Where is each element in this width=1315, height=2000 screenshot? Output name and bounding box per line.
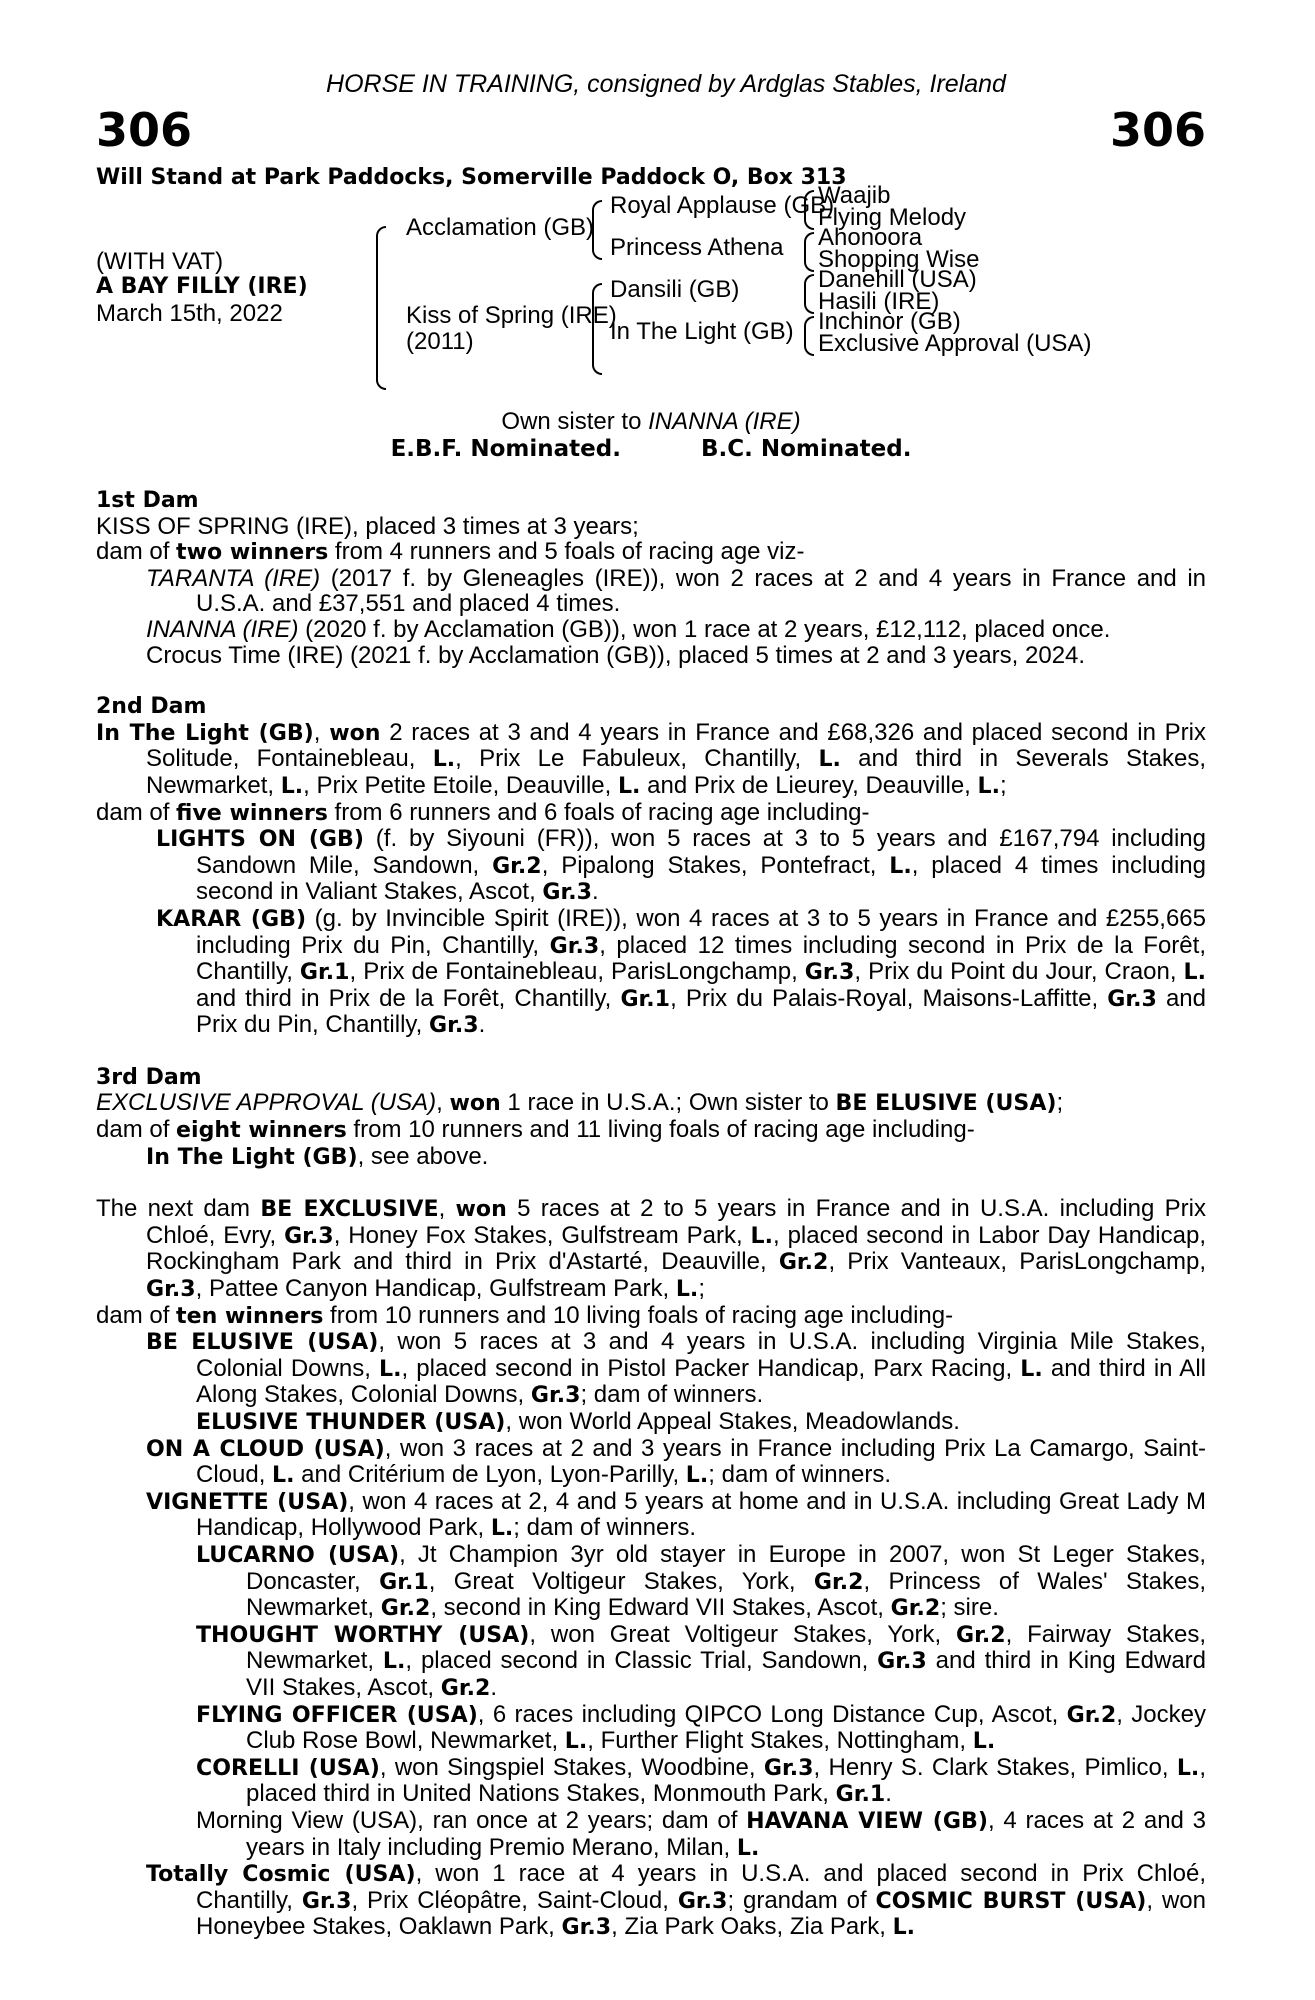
pedigree-brace-3c	[804, 274, 814, 314]
produce-elusive-thunder: ELUSIVE THUNDER (USA), won World Appeal Stakes, Meadowlands.	[196, 1408, 960, 1435]
produce-in-the-light: In The Light (GB), see above.	[146, 1142, 489, 1170]
sire-name: Acclamation (GB)	[406, 214, 595, 241]
sire-dam-dam: Shopping Wise	[818, 246, 980, 273]
first-dam-produce: dam of two winners from 4 runners and 5 foals of racing age viz-	[96, 538, 805, 566]
produce-crocus-time: Crocus Time (IRE) (2021 f. by Acclamation (GB)), placed 5 times at 2 and 3 years, 2024.	[146, 641, 1086, 669]
produce-lights-on: LIGHTS ON (GB) (f. by Siyouni (FR)), won 5 races at 3 to 5 years and £167,794 including Sandown Mile, Sandown, Gr.2, Pipalong Stakes, Pontefract, L., placed 4 times including second in Valiant Stakes, Ascot, Gr.3.	[156, 825, 1207, 906]
pedigree-brace-gen1	[376, 226, 386, 390]
produce-be-elusive: BE ELUSIVE (USA), won 5 races at 3 and 4 years in U.S.A. including Virginia Mile Stakes, Colonial Downs, L., placed second in Pistol Packer Handicap, Parx Racing, L. and third in All Along Stakes, Colonial Downs, Gr.3; dam of winners.	[146, 1328, 1206, 1409]
horse-name: A BAY FILLY (IRE)	[96, 274, 308, 299]
pedigree-brace-3d	[804, 316, 814, 356]
produce-morning-view: Morning View (USA), ran once at 2 years; dam of HAVANA VIEW (GB), 4 races at 2 and 3 years in Italy including Premio Merano, Milan, L.	[196, 1806, 1207, 1861]
produce-on-a-cloud: ON A CLOUD (USA), won 3 races at 2 and 3 years in France including Prix La Camargo, Saint-Cloud, L. and Critérium de Lyon, Lyon-Parilly, L.; dam of winners.	[146, 1434, 1206, 1489]
produce-taranta: TARANTA (IRE) (2017 f. by Gleneagles (IRE)), won 2 races at 2 and 4 years in France and in U.S.A. and £37,551 and placed 4 times.	[146, 564, 1207, 618]
ebf-nominated: E.B.F. Nominated.	[390, 436, 621, 462]
third-dam-section	[96, 1065, 1206, 1170]
own-sister-note	[96, 408, 1206, 436]
pedigree-brace-3b	[804, 232, 814, 272]
produce-lucarno: LUCARNO (USA), Jt Champion 3yr old stayer in Europe in 2007, won St Leger Stakes, Doncaster, Gr.1, Great Voltigeur Stakes, York, Gr.2, Princess of Wales' Stakes, Newmarket, Gr.2, second in King Edward VII Stakes, Ascot, Gr.2; sire.	[196, 1540, 1206, 1622]
third-dam-record: EXCLUSIVE APPROVAL (USA), won 1 race in U.S.A.; Own sister to BE ELUSIVE (USA);	[96, 1089, 1064, 1117]
produce-vignette: VIGNETTE (USA), won 4 races at 2, 4 and 5 years at home and in U.S.A. including Great Lady M Handicap, Hollywood Park, L.; dam of winners.	[146, 1487, 1206, 1542]
dam-sire-dam: Hasili (IRE)	[818, 288, 940, 315]
first-dam-heading: 1st Dam	[96, 488, 199, 513]
consignment-header: HORSE IN TRAINING, consigned by Ardglas Stables, Ireland	[326, 70, 1006, 98]
own-sister-prefix: Own sister to	[501, 408, 649, 435]
third-dam-heading: 3rd Dam	[96, 1064, 202, 1090]
pedigree-brace-sire	[592, 200, 602, 260]
pedigree-brace-3a	[804, 190, 814, 230]
next-dam-record: The next dam BE EXCLUSIVE, won 5 races at 2 to 5 years in France and in U.S.A. including Prix Chloé, Evry, Gr.3, Honey Fox Stakes, Gulfstream Park, L., placed second in Labor Day Handicap, Rockingham Park and third in Prix d'Astarté, Deauville, Gr.2, Prix Vanteaux, ParisLongchamp, Gr.3, Pattee Canyon Handicap, Gulfstream Park, L.;	[96, 1195, 1207, 1303]
own-sister-name: INANNA (IRE)	[648, 408, 801, 435]
sire-dam: Princess Athena	[610, 234, 784, 261]
lot-number-left: 306	[96, 103, 193, 157]
second-dam-section	[96, 694, 1206, 1039]
produce-corelli: CORELLI (USA), won Singspiel Stakes, Woodbine, Gr.3, Henry S. Clark Stakes, Pimlico, L., placed third in United Nations Stakes, Monmouth Park, Gr.1.	[196, 1753, 1206, 1808]
sire-dam-sire: Ahonoora	[818, 224, 923, 251]
produce-totally-cosmic: Totally Cosmic (USA), won 1 race at 4 years in U.S.A. and placed second in Prix Chloé, Chantilly, Gr.3, Prix Cléopâtre, Saint-Cloud, Gr.3; grandam of COSMIC BURST (USA), won Honeybee Stakes, Oaklawn Park, Gr.3, Zia Park Oaks, Zia Park, L.	[146, 1860, 1206, 1941]
second-dam-record: In The Light (GB), won 2 races at 3 and 4 years in France and £68,326 and placed second in Prix Solitude, Fontainebleau, L., Prix Le Fabuleux, Chantilly, L. and third in Severals Stakes, Newmarket, L., Prix Petite Etoile, Deauville, L. and Prix de Lieurey, Deauville, L.;	[96, 718, 1207, 799]
produce-thought-worthy: THOUGHT WORTHY (USA), won Great Voltigeur Stakes, York, Gr.2, Fairway Stakes, Newmarket, L., placed second in Classic Trial, Sandown, Gr.3 and third in King Edward VII Stakes, Ascot, Gr.2.	[196, 1620, 1207, 1701]
stand-location: Will Stand at Park Paddocks, Somerville Paddock O, Box 313	[96, 165, 847, 190]
dam-dam-dam: Exclusive Approval (USA)	[818, 330, 1092, 357]
second-dam-produce: dam of five winners from 6 runners and 6 foals of racing age including-	[96, 798, 870, 826]
dam-name: Kiss of Spring (IRE)	[406, 302, 617, 329]
horse-dob: March 15th, 2022	[96, 300, 283, 327]
nominations	[96, 436, 1206, 462]
dam-dam-sire: Inchinor (GB)	[818, 308, 961, 335]
pedigree-brace-dam	[592, 283, 602, 375]
produce-karar: KARAR (GB) (g. by Invincible Spirit (IRE)), won 4 races at 3 to 5 years in France and £255,665 including Prix du Pin, Chantilly, Gr.3, placed 12 times including second in Prix de la Forêt, Chantilly, Gr.1, Prix de Fontainebleau, ParisLongchamp, Gr.3, Prix du Point du Jour, Craon, L. and third in Prix de la Forêt, Chantilly, Gr.1, Prix du Palais-Royal, Maisons-Laffitte, Gr.3 and Prix du Pin, Chantilly, Gr.3.	[156, 904, 1207, 1039]
sire-sire-sire: Waajib	[818, 182, 891, 209]
dam-sire-sire: Danehill (USA)	[818, 266, 977, 293]
third-dam-produce: dam of eight winners from 10 runners and 11 living foals of racing age including-	[96, 1116, 975, 1144]
first-dam-line: KISS OF SPRING (IRE), placed 3 times at 3 years;	[96, 512, 639, 540]
next-dam-section	[96, 1196, 1206, 1941]
first-dam-section	[96, 488, 1206, 668]
dam-year: (2011)	[406, 328, 474, 355]
dam-sire: Dansili (GB)	[610, 276, 740, 303]
sire-sire-dam: Flying Melody	[818, 204, 967, 231]
catalogue-page	[96, 70, 1206, 1941]
second-dam-heading: 2nd Dam	[96, 694, 207, 720]
produce-inanna: INANNA (IRE) (2020 f. by Acclamation (GB)), won 1 race at 2 years, £12,112, placed once.	[146, 615, 1111, 643]
lot-number-right: 306	[1109, 103, 1206, 157]
sire-sire: Royal Applause (GB)	[610, 192, 835, 219]
next-dam-produce: dam of ten winners from 10 runners and 10 living foals of racing age including-	[96, 1301, 954, 1329]
dam-dam: In The Light (GB)	[610, 318, 794, 345]
pedigree-chart	[96, 182, 1206, 410]
lot-row	[96, 93, 1206, 155]
produce-flying-officer: FLYING OFFICER (USA), 6 races including QIPCO Long Distance Cup, Ascot, Gr.2, Jockey Club Rose Bowl, Newmarket, L., Further Flight Stakes, Nottingham, L.	[196, 1700, 1206, 1755]
bc-nominated: B.C. Nominated.	[700, 436, 912, 462]
vat-note: (WITH VAT)	[96, 248, 224, 275]
